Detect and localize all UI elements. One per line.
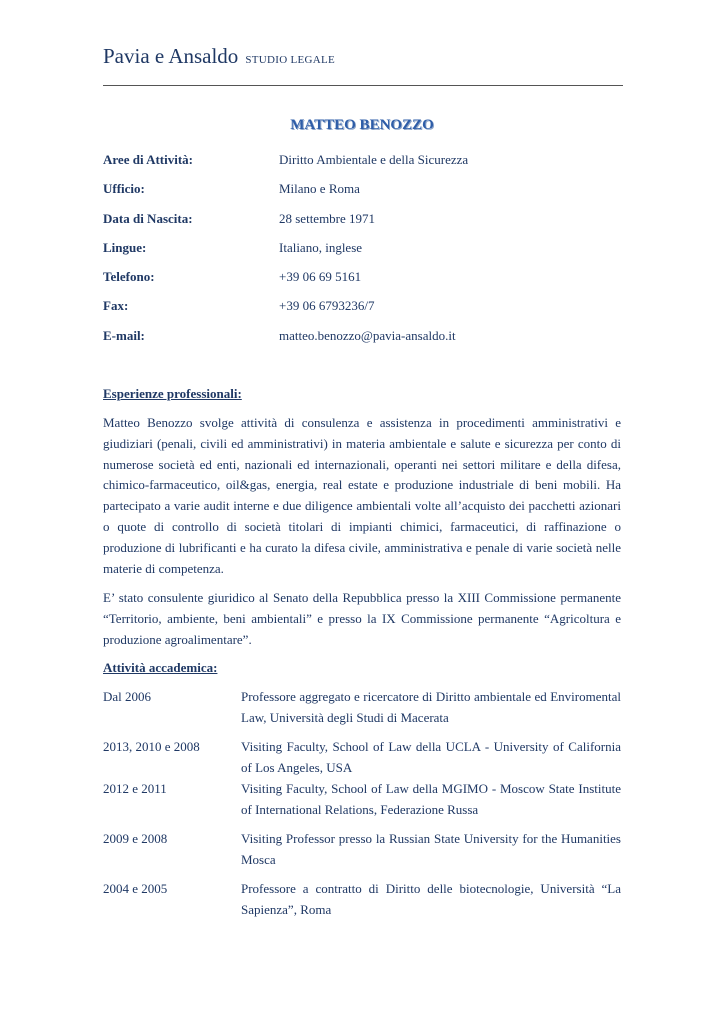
letterhead xyxy=(103,44,335,69)
info-row-phone xyxy=(103,268,623,297)
info-value: Italiano, inglese xyxy=(279,239,363,255)
firm-subtitle: STUDIO LEGALE xyxy=(245,54,336,66)
info-value: Diritto Ambientale e della Sicurezza xyxy=(279,152,469,167)
academic-description: Visiting Professor presso la Russian State University for the Humanities Mosca xyxy=(241,831,621,867)
info-row-birthdate xyxy=(103,210,623,239)
info-label: Aree di Attività: xyxy=(103,152,194,167)
academic-description: Professore aggregato e ricercatore di Diritto ambientale ed Enviromental Law, Università degli Studi di Macerata xyxy=(241,689,621,725)
academic-item xyxy=(103,829,621,871)
firm-name: Pavia e Ansaldo xyxy=(103,44,239,68)
academic-date: 2004 e 2005 xyxy=(103,881,168,896)
academic-item xyxy=(103,737,621,779)
info-value: +39 06 69 5161 xyxy=(279,269,362,285)
info-row-areas xyxy=(103,151,623,180)
paragraph-esperienze-2: E’ stato consulente giuridico al Senato della Repubblica presso la XIII Commissione permanente “Territorio, ambiente, beni ambientali” e presso la IX Commissione permanente “Agricoltura e produzione agroalimentare”. xyxy=(103,590,621,647)
info-row-office xyxy=(103,180,623,209)
academic-date: 2012 e 2011 xyxy=(103,781,167,796)
academic-date: 2013, 2010 e 2008 xyxy=(103,739,200,754)
academic-item xyxy=(103,879,621,921)
personal-info-table xyxy=(103,151,623,356)
info-label: Fax: xyxy=(103,298,129,314)
info-row-languages xyxy=(103,239,623,268)
academic-description: Visiting Faculty, School of Law della UCLA - University of California of Los Angeles, USA xyxy=(241,739,621,775)
info-label: E-mail: xyxy=(103,327,145,343)
paragraph-esperienze-1: Matteo Benozzo svolge attività di consulenza e assistenza in procedimenti amministrativi e giudiziari (penali, civili ed amministrativi) in materia ambientale e salute e sicurezza per conto di numerose società ed enti, nazionali ed internazionali, operanti nei settori militare e della difesa, chimico-farmaceutico, oil&gas, energia, real estate e produzione industriale di beni mobili. Ha partecipato a varie audit interne e due diligence ambientali volte all’acquisto dei pacchetti azionari o quote di controllo di società titolari di impianti chimici, farmaceutici, di raffinazione o produzione di lubrificanti e ha curato la difesa civile, amministrativa e penale di varie società nelle materie di competenza. xyxy=(103,415,621,576)
email-value: matteo.benozzo@pavia-ansaldo.it xyxy=(279,327,456,343)
section-title-accademica: Attività accademica: xyxy=(103,660,218,675)
academic-description: Visiting Faculty, School of Law della MGIMO - Moscow State Institute of International Relations, Federazione Russa xyxy=(241,781,621,817)
academic-description: Professore a contratto di Diritto delle biotecnologie, Università “La Sapienza”, Roma xyxy=(241,881,621,917)
person-name: MATTEO BENOZZO xyxy=(290,117,434,133)
info-label: Data di Nascita: xyxy=(103,210,193,226)
section-title-esperienze: Esperienze professionali: xyxy=(103,386,242,401)
info-value: +39 06 6793236/7 xyxy=(279,298,375,314)
academic-item xyxy=(103,779,621,821)
info-label: Telefono: xyxy=(103,269,155,285)
info-row-fax xyxy=(103,297,623,326)
info-row-email xyxy=(103,327,623,356)
info-value: Milano e Roma xyxy=(279,181,360,197)
academic-date: 2009 e 2008 xyxy=(103,831,168,846)
header-divider xyxy=(103,85,623,86)
info-label: Lingue: xyxy=(103,239,147,255)
info-value: 28 settembre 1971 xyxy=(279,210,376,226)
academic-date: Dal 2006 xyxy=(103,689,152,704)
academic-item xyxy=(103,687,621,729)
info-label: Ufficio: xyxy=(103,181,145,197)
